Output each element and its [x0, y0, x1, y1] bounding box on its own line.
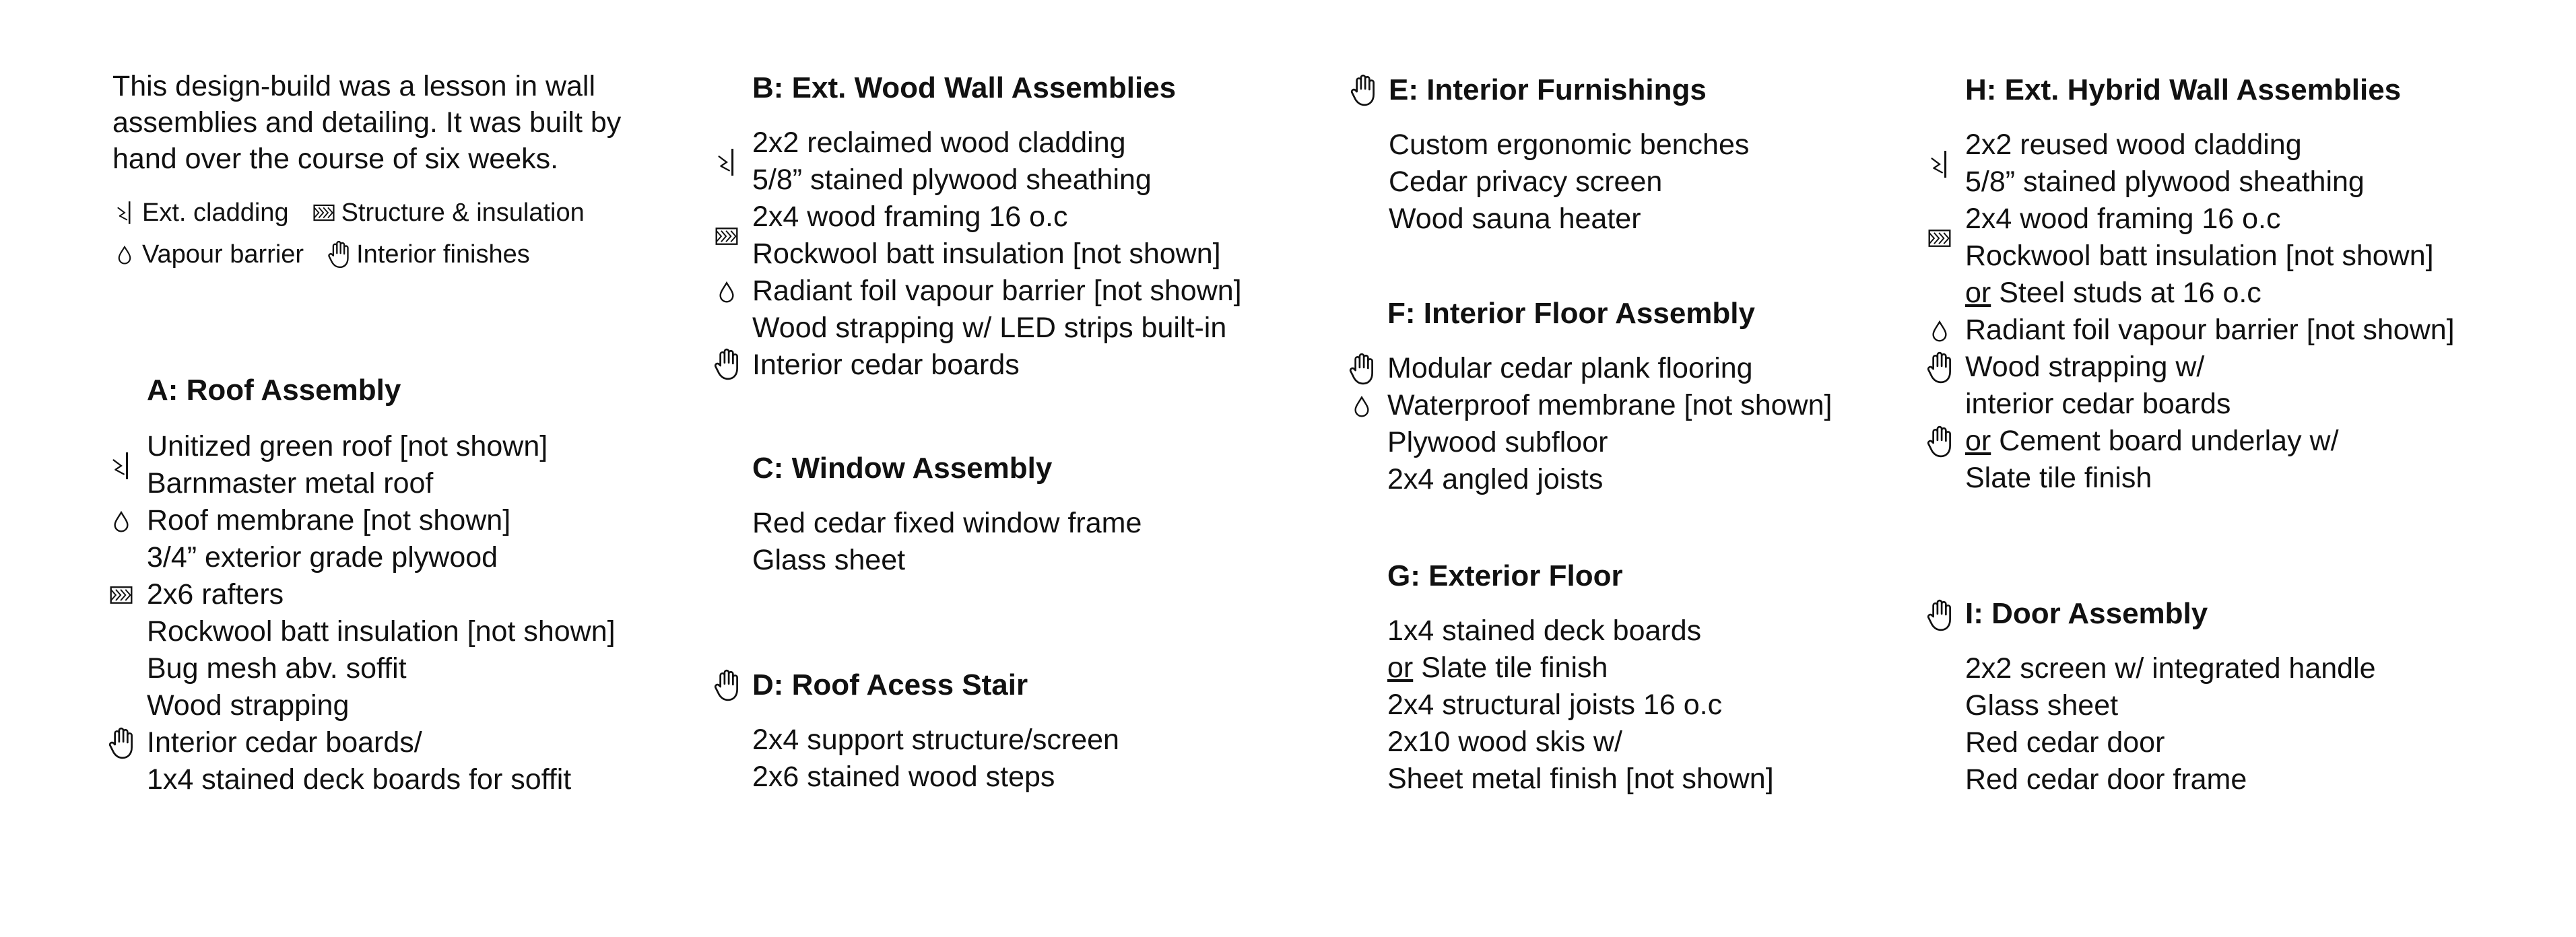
section-g-exterior-floor [1387, 556, 1774, 798]
or-label: or [1965, 425, 1991, 457]
structure-insulation-icon [711, 217, 743, 255]
list-item: Plywood subfloor [1387, 426, 1608, 458]
legend [112, 192, 665, 275]
section-d-roof-access-stair [752, 665, 1119, 796]
list-item: 2x2 reclaimed wood cladding [752, 127, 1126, 159]
structure-insulation-icon [312, 198, 336, 228]
list-item: 2x4 support structure/screen [752, 724, 1119, 756]
item-list [147, 428, 616, 798]
list-item: 2x4 angled joists [1387, 463, 1604, 495]
list-item: 5/8” stained plywood sheathing [1965, 166, 2365, 198]
list-item: 2x2 screen w/ integrated handle [1965, 652, 2376, 685]
list-item: Glass sheet [752, 544, 906, 576]
vapour-barrier-icon [711, 273, 743, 310]
cladding-icon [711, 143, 743, 181]
list-item: Glass sheet [1965, 689, 2119, 722]
list-item: Unitized green roof [not shown] [147, 430, 548, 462]
list-item: Red cedar fixed window frame [752, 507, 1142, 539]
list-item: Cedar privacy screen [1389, 166, 1663, 198]
list-item: Wood strapping w/ [1965, 351, 2205, 383]
section-title: B: Ext. Wood Wall Assemblies [752, 71, 1177, 104]
section-h-ext-hybrid-wall [1965, 70, 2455, 497]
interior-finishes-icon [1346, 350, 1378, 388]
list-item: Waterproof membrane [not shown] [1387, 389, 1832, 421]
item-list [752, 722, 1119, 796]
intro-text: This design-build was a lesson in wall assemblies and detailing. It was built by hand over the course of six weeks. [112, 70, 622, 175]
item-list [1389, 127, 1749, 238]
list-item: Barnmaster metal roof [147, 467, 434, 499]
section-e-interior-furnishings [1389, 70, 1749, 238]
list-item: Radiant foil vapour barrier [not shown] [1965, 314, 2455, 346]
list-item: 3/4” exterior grade plywood [147, 541, 498, 574]
list-item: 1x4 stained deck boards [1387, 615, 1702, 647]
legend-item-interior [327, 234, 530, 275]
list-item: 2x10 wood skis w/ [1387, 726, 1622, 758]
item-list [1965, 650, 2376, 798]
or-label: or [1387, 652, 1414, 684]
list-item: or Cement board underlay w/ [1965, 425, 2339, 457]
or-label: or [1965, 277, 1991, 309]
vapour-barrier-icon [1346, 387, 1378, 425]
list-item: Interior cedar boards [752, 349, 1020, 381]
list-item: Rockwool batt insulation [not shown] [1965, 240, 2434, 272]
list-item: or Slate tile finish [1387, 652, 1608, 684]
section-a-roof-assembly [147, 370, 616, 798]
section-c-window-assembly [752, 448, 1142, 579]
list-item: Radiant foil vapour barrier [not shown] [752, 275, 1242, 307]
legend-item-vapour [112, 234, 304, 275]
section-title: I: Door Assembly [1965, 597, 2208, 630]
list-item: Wood sauna heater [1389, 203, 1641, 235]
list-item: Rockwool batt insulation [not shown] [147, 615, 616, 648]
item-list [1387, 613, 1774, 798]
list-item: Modular cedar plank flooring [1387, 352, 1753, 384]
section-f-interior-floor [1387, 293, 1832, 498]
item-list [752, 125, 1242, 384]
interior-finishes-icon [711, 666, 743, 704]
interior-finishes-icon [105, 724, 137, 762]
list-item: 2x2 reused wood cladding [1965, 129, 2302, 161]
interior-finishes-icon [1923, 349, 1956, 386]
list-item: Red cedar door [1965, 726, 2165, 759]
section-i-door-assembly [1965, 594, 2376, 798]
cladding-icon [112, 198, 137, 228]
vapour-barrier-icon [112, 240, 137, 269]
item-list [1965, 127, 2455, 497]
legend-vapour-label: Vapour barrier [142, 240, 304, 269]
list-item: Rockwool batt insulation [not shown] [752, 238, 1221, 270]
legend-structure-label: Structure & insulation [341, 199, 585, 227]
structure-insulation-icon [1923, 219, 1956, 257]
intro-block [112, 68, 665, 275]
list-item: Wood strapping w/ LED strips built-in [752, 312, 1227, 344]
interior-finishes-icon [1347, 71, 1379, 109]
list-item: 2x4 wood framing 16 o.c [752, 201, 1068, 233]
list-item: 1x4 stained deck boards for soffit [147, 763, 572, 796]
legend-cladding-label: Ext. cladding [142, 199, 289, 227]
item-list [1387, 350, 1832, 498]
legend-item-cladding [112, 192, 289, 234]
list-item: 2x6 rafters [147, 578, 284, 611]
section-title: H: Ext. Hybrid Wall Assemblies [1965, 73, 2402, 106]
item-list [752, 505, 1142, 579]
interior-finishes-icon [1923, 423, 1956, 460]
list-item: interior cedar boards [1965, 388, 2231, 420]
interior-finishes-icon [711, 345, 743, 383]
interior-finishes-icon [327, 240, 351, 269]
vapour-barrier-icon [105, 502, 137, 540]
interior-finishes-icon [1923, 596, 1956, 634]
list-item: Sheet metal finish [not shown] [1387, 763, 1774, 795]
section-title: E: Interior Furnishings [1389, 73, 1707, 106]
cladding-icon [105, 447, 137, 485]
legend-item-structure [312, 192, 585, 234]
list-item: Red cedar door frame [1965, 763, 2247, 796]
list-item: Roof membrane [not shown] [147, 504, 511, 536]
list-item: Slate tile finish [1965, 462, 2152, 494]
list-item: 2x4 structural joists 16 o.c [1387, 689, 1723, 721]
legend-interior-label: Interior finishes [356, 240, 530, 269]
section-title: F: Interior Floor Assembly [1387, 297, 1756, 330]
list-item: Custom ergonomic benches [1389, 129, 1750, 161]
section-title: A: Roof Assembly [147, 374, 401, 407]
list-item: Interior cedar boards/ [147, 726, 422, 759]
list-item: 2x4 wood framing 16 o.c [1965, 203, 2281, 235]
list-item: Wood strapping [147, 689, 350, 722]
list-item: 5/8” stained plywood sheathing [752, 164, 1152, 196]
vapour-barrier-icon [1923, 312, 1956, 349]
list-item: 2x6 stained wood steps [752, 761, 1055, 793]
section-title: C: Window Assembly [752, 452, 1053, 485]
section-b-ext-wood-wall [752, 68, 1242, 384]
list-item: or Steel studs at 16 o.c [1965, 277, 2261, 309]
section-title: G: Exterior Floor [1387, 559, 1623, 592]
list-item: Bug mesh abv. soffit [147, 652, 407, 685]
section-title: D: Roof Acess Stair [752, 668, 1028, 701]
structure-insulation-icon [105, 576, 137, 614]
cladding-icon [1923, 145, 1956, 183]
